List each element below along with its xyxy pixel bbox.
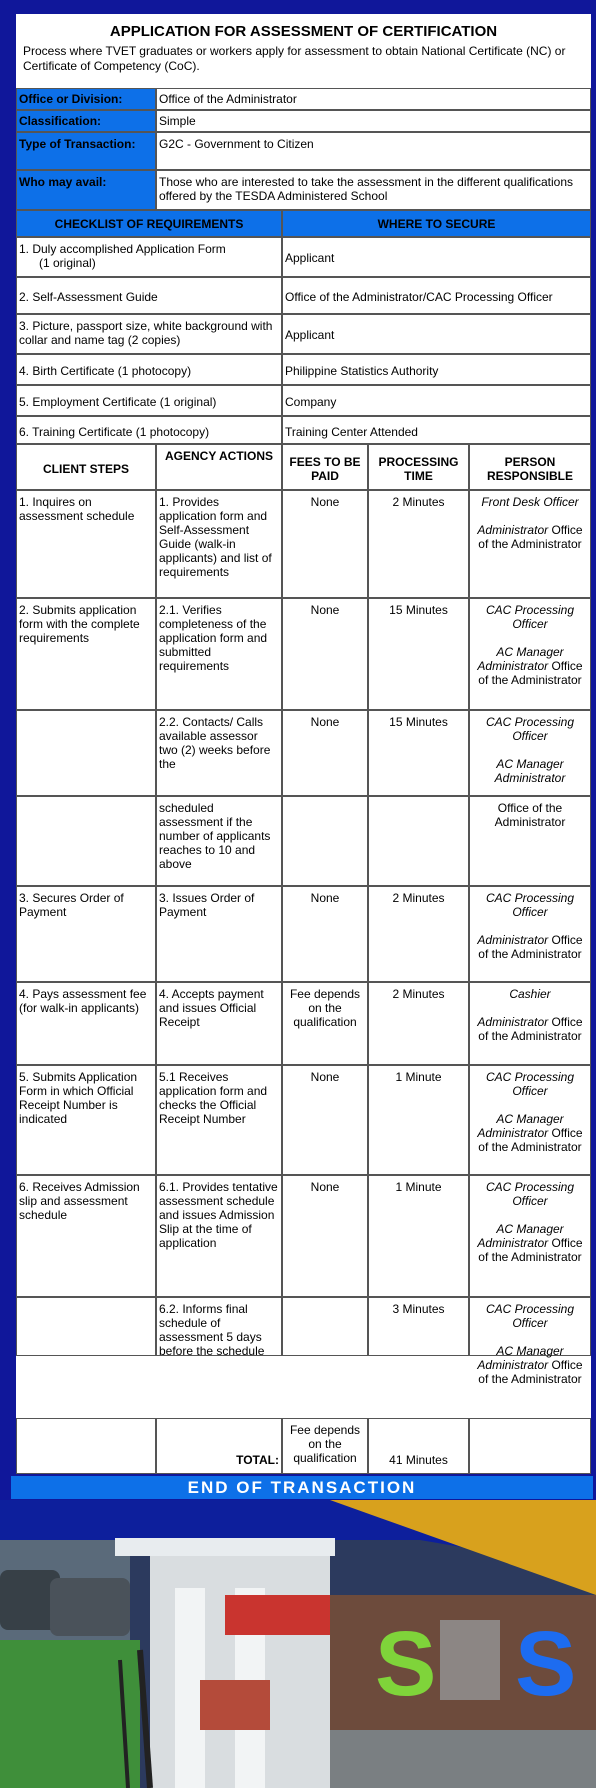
fee-cell: None xyxy=(282,598,368,710)
info-value-who-may-avail: Those who are interested to take the assessment in the different qualifications offered by the TESDA Administered School xyxy=(156,170,591,210)
processing-time-cell: 2 Minutes xyxy=(368,490,469,598)
person-primary: Front Desk Officer xyxy=(481,495,579,509)
processing-time-cell: 1 Minute xyxy=(368,1065,469,1175)
checklist-item-text: 1. Duly accomplished Application Form xyxy=(19,242,226,256)
campus-sign-letter-s: S xyxy=(375,1613,437,1715)
checklist-where: Applicant xyxy=(282,237,591,277)
campus-sign-letter-s2: S xyxy=(515,1613,577,1715)
page-title: APPLICATION FOR ASSESSMENT OF CERTIFICATION xyxy=(109,23,498,40)
campus-gate-illustration xyxy=(0,1500,596,1788)
processing-time-cell: 2 Minutes xyxy=(368,886,469,982)
person-responsible-cell xyxy=(469,1065,591,1175)
person-secondary: AC Manager Administrator Office of the Administrator xyxy=(477,1112,583,1154)
processing-time-cell: 3 Minutes xyxy=(368,1297,469,1356)
citizen-charter-sheet xyxy=(16,14,591,1474)
client-step-cell: 5. Submits Application Form in which Official Receipt Number is indicated xyxy=(16,1065,156,1175)
fees-header: FEES TO BE PAID xyxy=(282,444,368,490)
fee-cell xyxy=(282,796,368,886)
person-secondary: AC Manager Administrator Office of the Administrator xyxy=(477,645,583,687)
checklist-item: 4. Birth Certificate (1 photocopy) xyxy=(16,354,282,385)
person-responsible-cell xyxy=(469,886,591,982)
person-primary: CAC Processing Officer xyxy=(485,1180,575,1208)
info-value-classification: Simple xyxy=(156,110,591,132)
person-responsible-cell xyxy=(469,1175,591,1297)
person-secondary: Administrator Office of the Administrator xyxy=(477,933,583,961)
person-primary: CAC Processing Officer xyxy=(485,1070,575,1098)
checklist-item-qty: (1 original) xyxy=(39,256,96,270)
agency-actions-header: AGENCY ACTIONS xyxy=(156,444,282,490)
person-secondary: AC Manager Administrator Office of the Administrator xyxy=(477,1344,583,1386)
checklist-where: Company xyxy=(282,385,591,416)
processing-time-cell: 15 Minutes xyxy=(368,710,469,796)
info-label-who-may-avail: Who may avail: xyxy=(16,170,156,210)
checklist-item: 6. Training Certificate (1 photocopy) xyxy=(16,416,282,444)
checklist-where: Office of the Administrator/CAC Processing Officer xyxy=(282,277,591,314)
person-secondary: Office of the Administrator xyxy=(494,801,566,829)
where-to-secure-header: WHERE TO SECURE xyxy=(282,210,591,237)
person-secondary: Administrator Office of the Administrator xyxy=(477,523,583,551)
info-label-transaction-type: Type of Transaction: xyxy=(16,132,156,170)
agency-action-cell: 6.2. Informs final schedule of assessment 5 days before the schedule xyxy=(156,1297,282,1356)
checklist-item: 2. Self-Assessment Guide xyxy=(16,277,282,314)
fee-cell: None xyxy=(282,886,368,982)
person-responsible-cell xyxy=(469,796,591,886)
checklist-where: Philippine Statistics Authority xyxy=(282,354,591,385)
client-step-cell: 6. Receives Admission slip and assessment schedule xyxy=(16,1175,156,1297)
person-primary: Cashier xyxy=(509,987,551,1001)
agency-action-cell: 6.1. Provides tentative assessment schedule and issues Admission Slip at the time of application xyxy=(156,1175,282,1297)
agency-action-cell: 1. Provides application form and Self-Assessment Guide (walk-in applicants) and list of requirements xyxy=(156,490,282,598)
checklist-header: CHECKLIST OF REQUIREMENTS xyxy=(16,210,282,237)
agency-action-cell: 2.2. Contacts/ Calls available assessor two (2) weeks before the xyxy=(156,710,282,796)
person-responsible-cell xyxy=(469,982,591,1065)
total-person-cell xyxy=(469,1418,591,1474)
client-step-cell xyxy=(16,710,156,796)
processing-time-cell xyxy=(368,796,469,886)
checklist-item xyxy=(16,237,282,277)
document-frame xyxy=(8,8,588,1496)
fee-cell: Fee depends on the qualification xyxy=(282,982,368,1065)
checklist-where: Applicant xyxy=(282,314,591,354)
agency-action-cell: 4. Accepts payment and issues Official Receipt xyxy=(156,982,282,1065)
campus-gate-photo xyxy=(0,1500,596,1788)
info-value-transaction-type: G2C - Government to Citizen xyxy=(156,132,591,170)
checklist-where: Training Center Attended xyxy=(282,416,591,444)
fee-cell: None xyxy=(282,710,368,796)
person-responsible-cell xyxy=(469,490,591,598)
info-value-office: Office of the Administrator xyxy=(156,88,591,110)
info-label-office: Office or Division: xyxy=(16,88,156,110)
total-label-cell: TOTAL: xyxy=(156,1418,282,1474)
client-steps-header: CLIENT STEPS xyxy=(16,444,156,490)
person-primary: CAC Processing Officer xyxy=(485,891,575,919)
checklist-item: 3. Picture, passport size, white background with collar and name tag (2 copies) xyxy=(16,314,282,354)
fee-cell: None xyxy=(282,1065,368,1175)
agency-action-cell: 2.1. Verifies completeness of the application form and submitted requirements xyxy=(156,598,282,710)
fee-cell: None xyxy=(282,1175,368,1297)
total-time-cell: 41 Minutes xyxy=(368,1418,469,1474)
person-primary: CAC Processing Officer xyxy=(485,715,575,743)
person-primary: CAC Processing Officer xyxy=(485,1302,575,1330)
client-step-cell: 2. Submits application form with the complete requirements xyxy=(16,598,156,710)
processing-time-cell: 15 Minutes xyxy=(368,598,469,710)
person-secondary: AC Manager Administrator xyxy=(494,757,566,785)
end-of-transaction-banner: END OF TRANSACTION xyxy=(11,1476,593,1499)
processing-time-cell: 2 Minutes xyxy=(368,982,469,1065)
agency-action-cell: scheduled assessment if the number of applicants reaches to 10 and above xyxy=(156,796,282,886)
intro-text: Process where TVET graduates or workers apply for assessment to obtain National Certificate (NC) or Certificate of Competency (CoC). xyxy=(23,44,566,73)
fee-cell: None xyxy=(282,490,368,598)
client-step-cell xyxy=(16,1297,156,1356)
person-responsible-cell xyxy=(469,1297,591,1386)
person-primary: CAC Processing Officer xyxy=(485,603,575,631)
agency-action-cell: 5.1 Receives application form and checks the Official Receipt Number xyxy=(156,1065,282,1175)
processing-time-header: PROCESSING TIME xyxy=(368,444,469,490)
info-label-classification: Classification: xyxy=(16,110,156,132)
fee-cell xyxy=(282,1297,368,1356)
person-responsible-cell xyxy=(469,710,591,796)
processing-time-cell: 1 Minute xyxy=(368,1175,469,1297)
client-step-cell: 1. Inquires on assessment schedule xyxy=(16,490,156,598)
person-secondary: AC Manager Administrator Office of the Administrator xyxy=(477,1222,583,1264)
client-step-cell: 4. Pays assessment fee (for walk-in applicants) xyxy=(16,982,156,1065)
client-step-cell xyxy=(16,796,156,886)
checklist-item: 5. Employment Certificate (1 original) xyxy=(16,385,282,416)
agency-action-cell: 3. Issues Order of Payment xyxy=(156,886,282,982)
total-blank-cell xyxy=(16,1418,156,1474)
client-step-cell: 3. Secures Order of Payment xyxy=(16,886,156,982)
person-responsible-cell xyxy=(469,598,591,710)
person-responsible-header: PERSON RESPONSIBLE xyxy=(469,444,591,490)
total-fees-cell: Fee depends on the qualification xyxy=(282,1418,368,1474)
person-secondary: Administrator Office of the Administrator xyxy=(477,1015,583,1043)
